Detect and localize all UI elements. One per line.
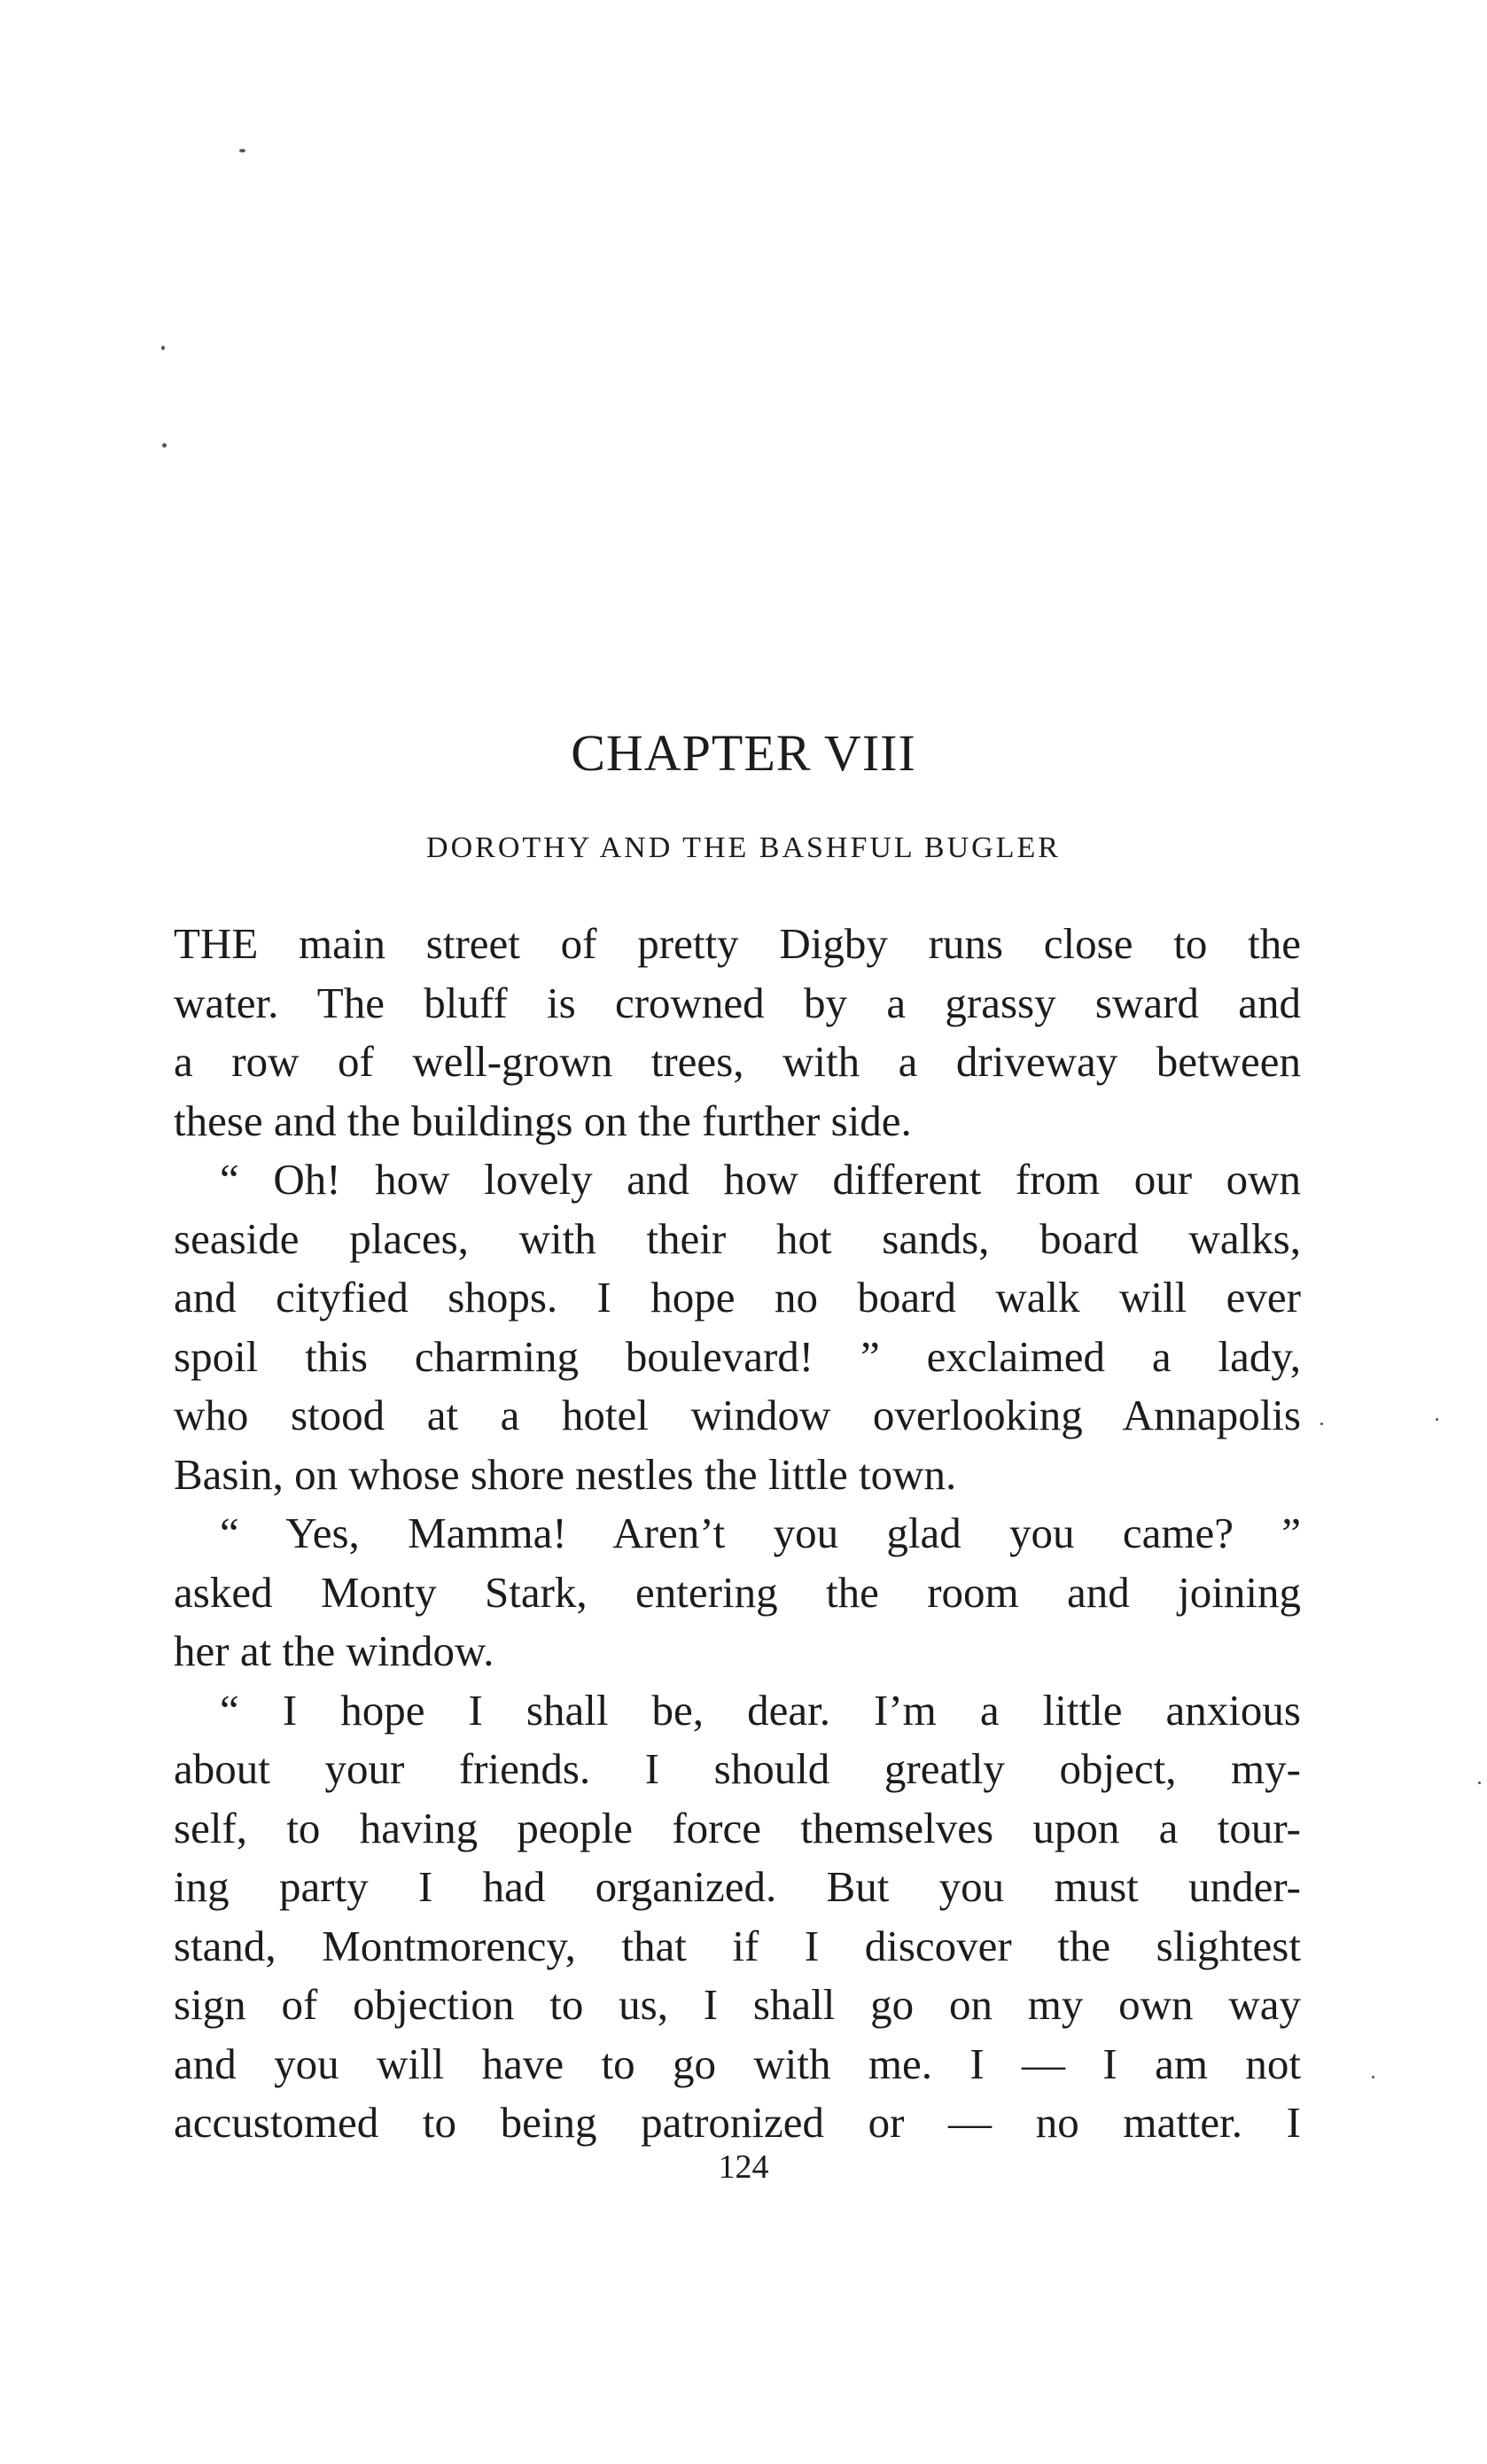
text-line: water. The bluff is crowned by a grassy sward and (174, 978, 1301, 1027)
scan-speck (1372, 2076, 1374, 2078)
body-text (174, 915, 1301, 2153)
chapter-title: CHAPTER VIII (571, 724, 916, 782)
text-line: self, to having people force themselves upon a tour- (174, 1803, 1301, 1852)
text-line: about your friends. I should greatly object, my- (174, 1744, 1301, 1793)
text-line: seaside places, with their hot sands, board walks, (174, 1213, 1301, 1263)
text-line: asked Monty Stark, entering the room and joining (174, 1567, 1301, 1617)
scan-speck (161, 346, 165, 350)
text-line: stand, Montmorency, that if I discover the slightest (174, 1921, 1301, 1970)
text-line: “ Oh! how lovely and how different from our own (220, 1155, 1301, 1204)
scan-speck (162, 443, 167, 448)
text-line: and cityfied shops. I hope no board walk will ever (174, 1273, 1301, 1322)
page-number: 124 (718, 2148, 769, 2186)
scan-speck (1478, 1782, 1481, 1784)
text-line: who stood at a hotel window overlooking Annapolis (174, 1391, 1301, 1439)
text-line: sign of objection to us, I shall go on my own way (174, 1980, 1301, 2029)
scan-speck (239, 149, 245, 152)
text-line: THE main street of pretty Digby runs close to the (174, 919, 1301, 968)
text-line: “ I hope I shall be, dear. I’m a little anxious (220, 1685, 1301, 1735)
text-line: a row of well-grown trees, with a driveway between (174, 1037, 1301, 1086)
text-line: and you will have to go with me. I — I am not (174, 2039, 1301, 2088)
text-line: these and the buildings on the further side. (174, 1096, 912, 1145)
text-line: spoil this charming boulevard! ” exclaimed a lady, (174, 1331, 1301, 1381)
text-line: Basin, on whose shore nestles the little town. (174, 1449, 957, 1499)
chapter-subtitle: DOROTHY AND THE BASHFUL BUGLER (426, 831, 1061, 864)
text-line: her at the window. (174, 1626, 494, 1675)
text-line: accustomed to being patronized or — no matter. I (174, 2098, 1301, 2147)
text-line: ing party I had organized. But you must under- (174, 1862, 1301, 1911)
scan-speck (1436, 1418, 1438, 1421)
scan-speck (1320, 1423, 1323, 1425)
text-line: “ Yes, Mamma! Aren’t you glad you came? ” (220, 1509, 1301, 1557)
